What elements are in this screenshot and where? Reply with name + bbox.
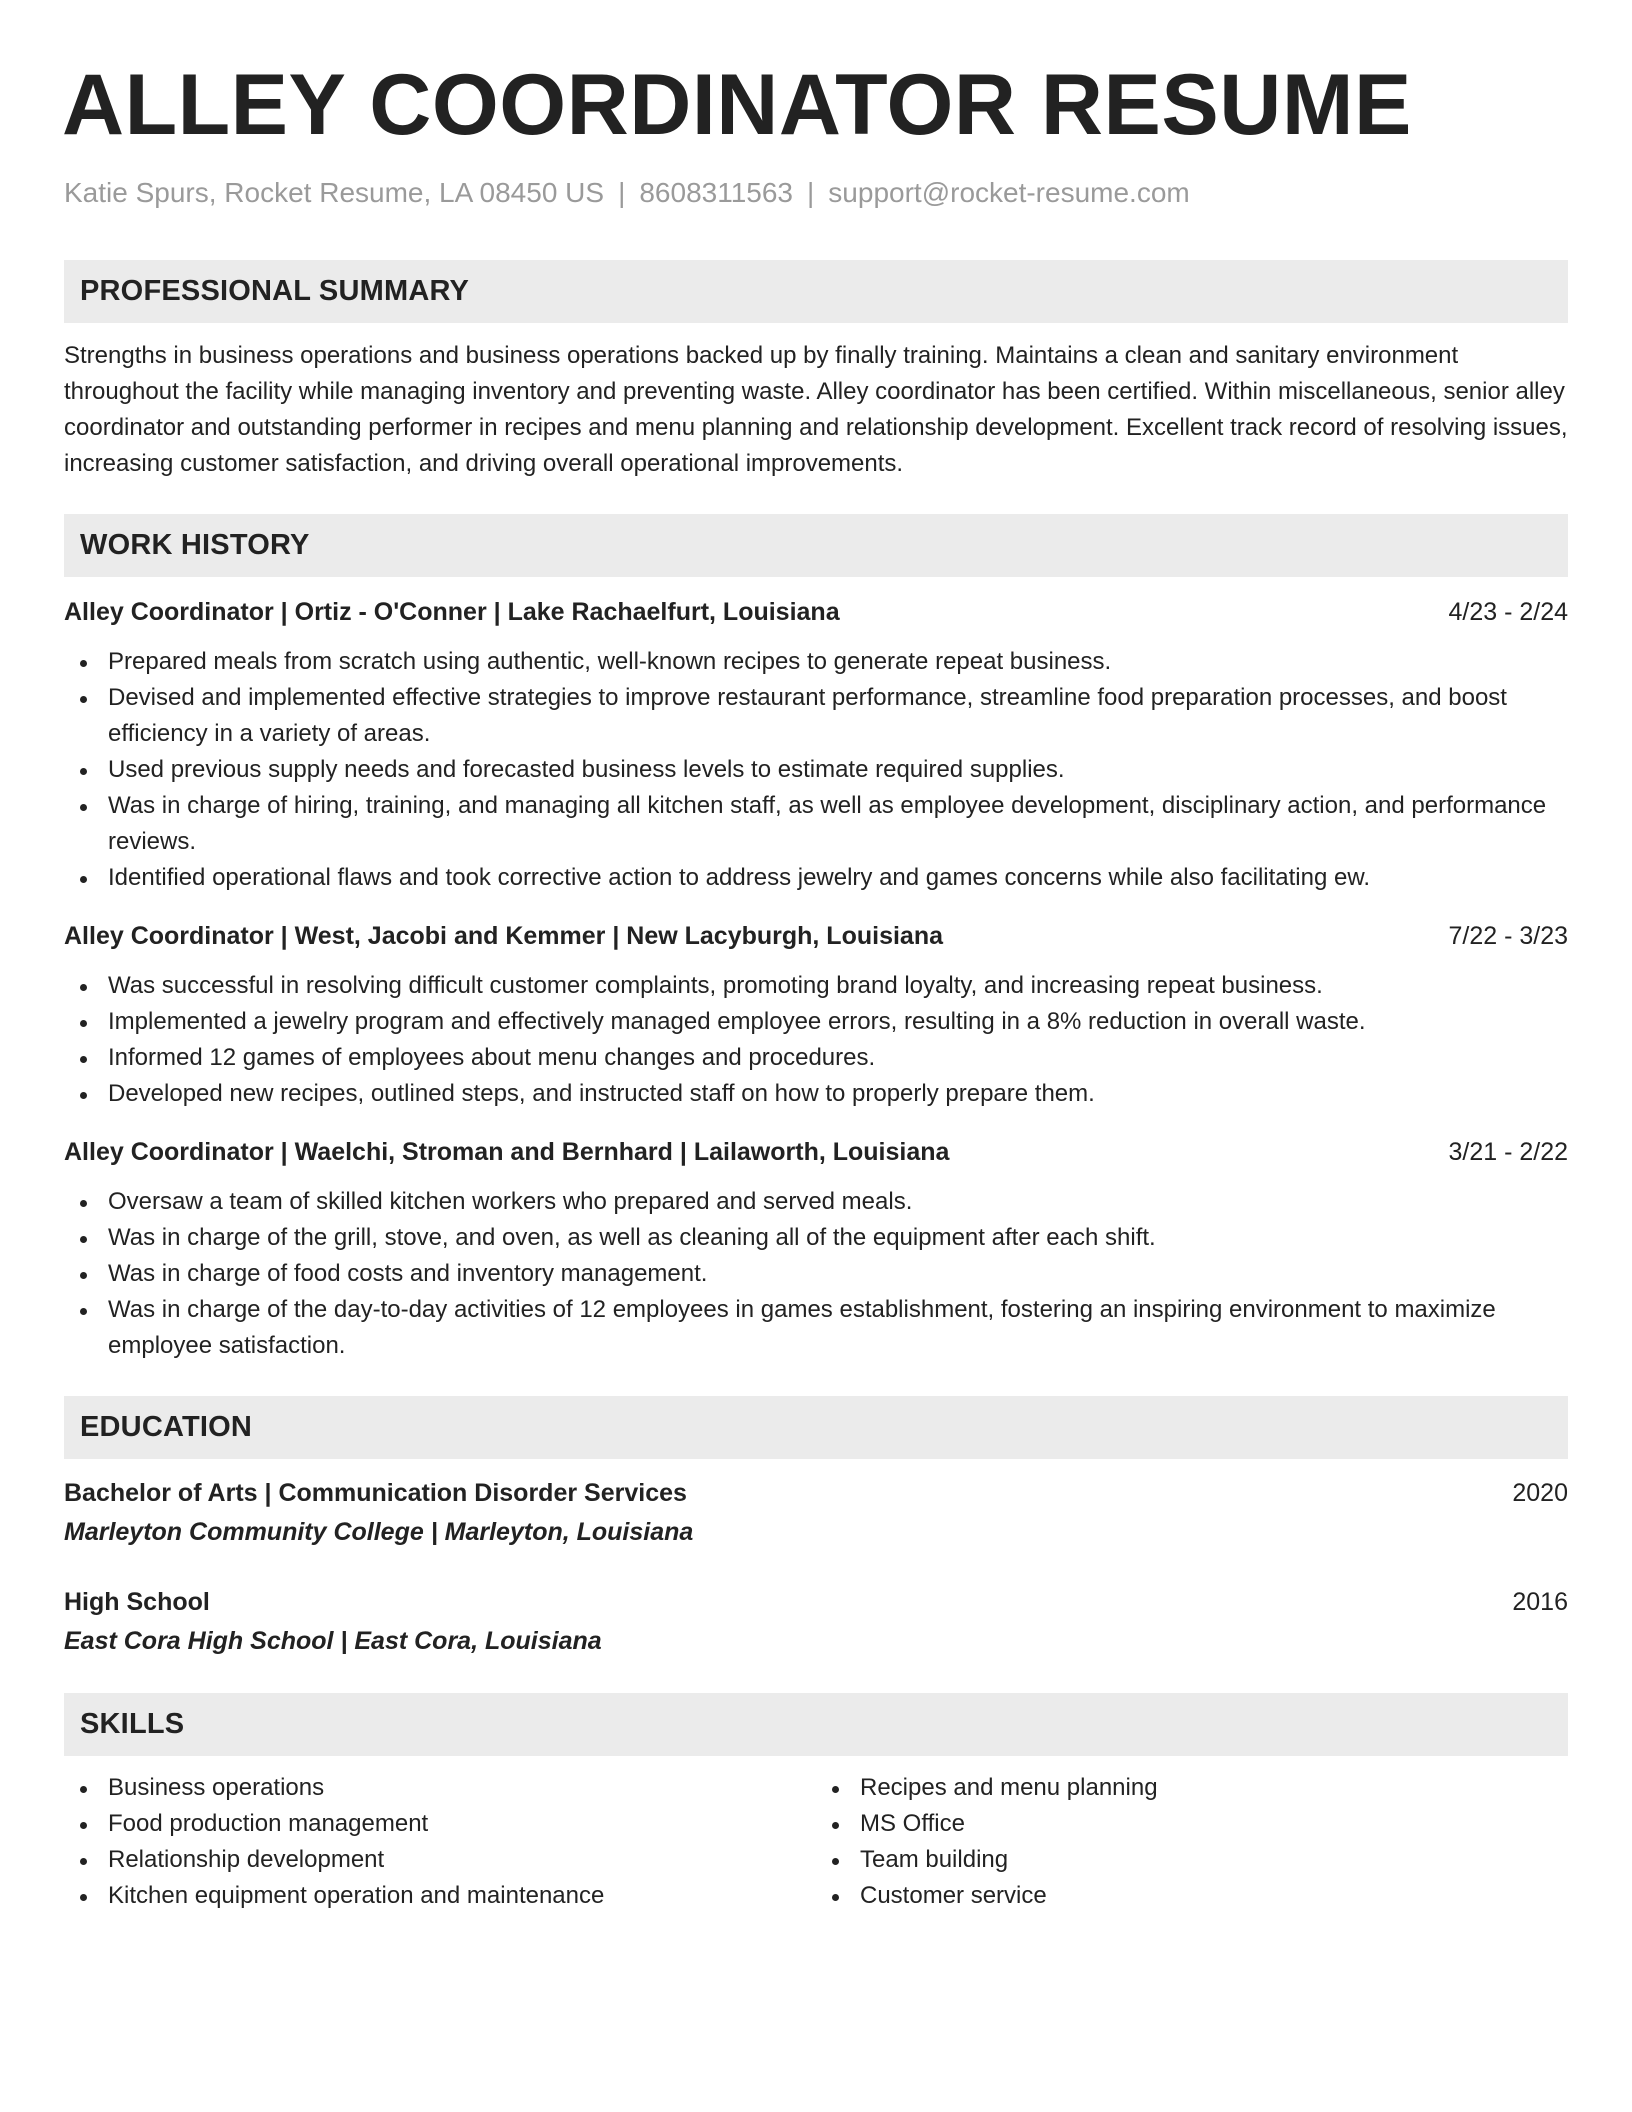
job-bullet: Used previous supply needs and forecasted business levels to estimate required supplies.	[64, 752, 1568, 788]
job-bullet: Was in charge of the day-to-day activities of 12 employees in games establishment, fostering an inspiring environment to maximize employee satisfaction.	[64, 1292, 1568, 1364]
skill-item: Business operations	[64, 1770, 816, 1806]
skill-item: Team building	[816, 1842, 1568, 1878]
education-header	[64, 1584, 1568, 1620]
education-degree: High School	[64, 1587, 210, 1616]
job-title: Alley Coordinator | Ortiz - O'Conner | Lake Rachaelfurt, Louisiana	[64, 597, 840, 626]
job-bullet: Developed new recipes, outlined steps, and instructed staff on how to properly prepare them.	[64, 1076, 1568, 1112]
job-entry	[64, 1134, 1568, 1364]
education-school: Marleyton Community College | Marleyton, Louisiana	[64, 1517, 694, 1546]
job-header	[64, 1134, 1568, 1170]
skill-item: Recipes and menu planning	[816, 1770, 1568, 1806]
job-bullet: Identified operational flaws and took corrective action to address jewelry and games concerns while also facilitating ew.	[64, 860, 1568, 896]
skills-bullets	[816, 1770, 1568, 1914]
job-bullet: Oversaw a team of skilled kitchen workers who prepared and served meals.	[64, 1184, 1568, 1220]
contact-separator: |	[807, 177, 815, 208]
job-bullets	[64, 968, 1568, 1112]
job-bullet: Informed 12 games of employees about menu changes and procedures.	[64, 1040, 1568, 1076]
skill-item: MS Office	[816, 1806, 1568, 1842]
job-header	[64, 594, 1568, 630]
skills-column-right	[816, 1770, 1568, 1914]
job-bullets	[64, 644, 1568, 896]
resume-title: ALLEY COORDINATOR RESUME	[62, 57, 1412, 153]
contact-separator: |	[618, 177, 626, 208]
summary-heading: PROFESSIONAL SUMMARY	[64, 260, 1568, 323]
contact-phone: 8608311563	[639, 177, 794, 208]
education-entry	[64, 1584, 1568, 1659]
education-heading: EDUCATION	[64, 1396, 1568, 1459]
skills-heading: SKILLS	[64, 1693, 1568, 1756]
job-bullet: Devised and implemented effective strategies to improve restaurant performance, streamline food preparation processes, and boost efficiency in a variety of areas.	[64, 680, 1568, 752]
contact-address: Katie Spurs, Rocket Resume, LA 08450 US	[64, 177, 605, 208]
skill-item: Relationship development	[64, 1842, 816, 1878]
education-degree: Bachelor of Arts | Communication Disorder Services	[64, 1478, 687, 1507]
skill-item: Food production management	[64, 1806, 816, 1842]
job-title: Alley Coordinator | West, Jacobi and Kemmer | New Lacyburgh, Louisiana	[64, 921, 943, 950]
job-bullet: Was in charge of food costs and inventory management.	[64, 1256, 1568, 1292]
skill-item: Customer service	[816, 1878, 1568, 1914]
job-bullet: Was successful in resolving difficult customer complaints, promoting brand loyalty, and increasing repeat business.	[64, 968, 1568, 1004]
job-bullet: Prepared meals from scratch using authentic, well-known recipes to generate repeat business.	[64, 644, 1568, 680]
skill-item: Kitchen equipment operation and maintenance	[64, 1878, 816, 1914]
work-history-heading: WORK HISTORY	[64, 514, 1568, 577]
education-header	[64, 1475, 1568, 1511]
skills-column-left	[64, 1770, 816, 1914]
job-entry	[64, 918, 1568, 1112]
job-bullet: Implemented a jewelry program and effectively managed employee errors, resulting in a 8% reduction in overall waste.	[64, 1004, 1568, 1040]
job-bullets	[64, 1184, 1568, 1364]
job-title: Alley Coordinator | Waelchi, Stroman and Bernhard | Lailaworth, Louisiana	[64, 1137, 950, 1166]
skills-list	[64, 1770, 1568, 1914]
contact-line	[64, 176, 1568, 210]
job-bullet: Was in charge of the grill, stove, and oven, as well as cleaning all of the equipment after each shift.	[64, 1220, 1568, 1256]
education-year: 2020	[1512, 1478, 1568, 1507]
education-school: East Cora High School | East Cora, Louisiana	[64, 1626, 602, 1655]
job-dates: 3/21 - 2/22	[1448, 1137, 1568, 1166]
job-bullet: Was in charge of hiring, training, and managing all kitchen staff, as well as employee development, disciplinary action, and performance reviews.	[64, 788, 1568, 860]
education-year: 2016	[1512, 1587, 1568, 1616]
skills-bullets	[64, 1770, 816, 1914]
education-entry	[64, 1475, 1568, 1550]
job-dates: 4/23 - 2/24	[1448, 597, 1568, 626]
job-dates: 7/22 - 3/23	[1448, 921, 1568, 950]
summary-text: Strengths in business operations and business operations backed up by finally training. Maintains a clean and sanitary environment throughout the facility while managing inventory and preventing waste. Alley coordinator has been certified. Within miscellaneous, senior alley coordinator and outstanding performer in recipes and menu planning and relationship development. Excellent track record of resolving issues, increasing customer satisfaction, and driving overall operational improvements.	[64, 341, 1568, 477]
job-header	[64, 918, 1568, 954]
job-entry	[64, 594, 1568, 896]
contact-email: support@rocket-resume.com	[828, 177, 1190, 208]
